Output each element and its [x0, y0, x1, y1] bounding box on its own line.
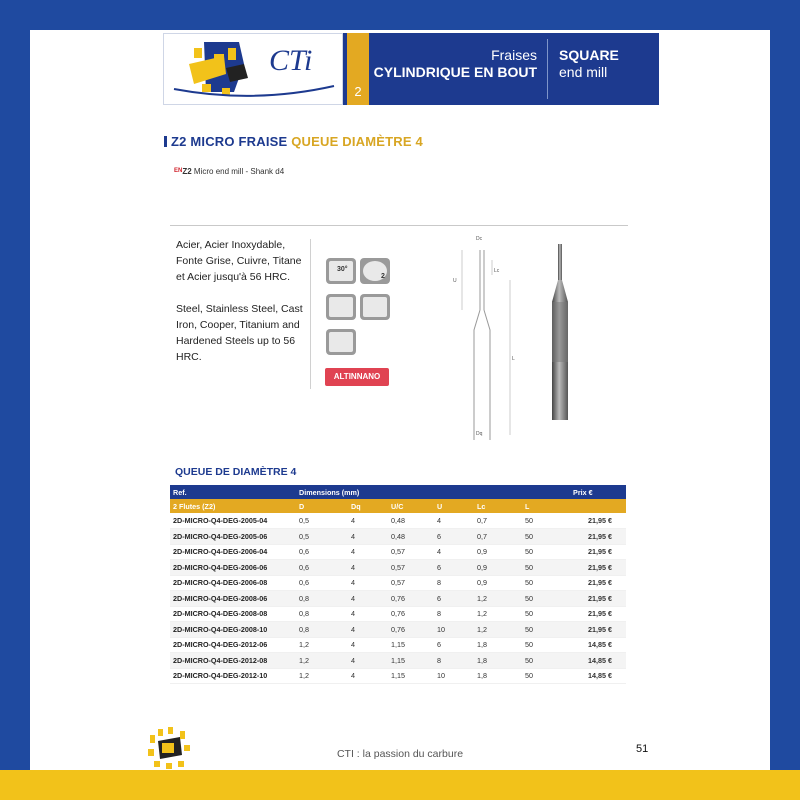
cell-dimension: 50 — [522, 653, 570, 669]
cell-dimension: 4 — [348, 575, 388, 591]
flutes-icon: 2 — [360, 258, 390, 284]
cell-price: 21,95 € — [570, 591, 626, 607]
table-row — [170, 544, 626, 560]
subheader-u: U — [434, 499, 474, 513]
header-dimensions: Dimensions (mm) — [296, 485, 570, 499]
plunge-icon — [326, 329, 356, 355]
materials-fr: Acier, Acier Inoxydable, Fonte Grise, Cuivre, Titane et Acier jusqu'à 56 HRC. — [176, 239, 302, 283]
cell-dimension: 4 — [348, 668, 388, 684]
cell-price: 21,95 € — [570, 544, 626, 560]
cell-dimension: 4 — [434, 513, 474, 529]
cell-ref: 2D-MICRO-Q4-DEG-2006-04 — [170, 544, 296, 560]
cell-dimension: 0,6 — [296, 544, 348, 560]
cell-dimension: 0,6 — [296, 575, 348, 591]
cell-ref: 2D-MICRO-Q4-DEG-2008-10 — [170, 622, 296, 638]
subtitle-bold: Z2 — [182, 167, 192, 176]
header-english-title — [559, 47, 619, 81]
cell-price: 14,85 € — [570, 668, 626, 684]
cell-dimension: 0,48 — [388, 513, 434, 529]
header-divider — [547, 39, 548, 99]
cell-dimension: 0,7 — [474, 529, 522, 545]
product-title — [164, 134, 423, 149]
cell-dimension: 1,2 — [296, 653, 348, 669]
cell-dimension: 4 — [348, 622, 388, 638]
cell-ref: 2D-MICRO-Q4-DEG-2005-06 — [170, 529, 296, 545]
title-part2: QUEUE DIAMÈTRE 4 — [291, 134, 423, 149]
page-number: 51 — [636, 743, 649, 755]
table-row — [170, 591, 626, 607]
table-subheader-row — [170, 499, 626, 513]
cell-ref: 2D-MICRO-Q4-DEG-2012-10 — [170, 668, 296, 684]
cell-dimension: 0,9 — [474, 560, 522, 576]
subheader-dq: Dq — [348, 499, 388, 513]
cell-ref: 2D-MICRO-Q4-DEG-2005-04 — [170, 513, 296, 529]
cell-dimension: 1,2 — [296, 637, 348, 653]
table-row — [170, 513, 626, 529]
cell-dimension: 10 — [434, 668, 474, 684]
footer-tagline: CTI : la passion du carbure — [336, 748, 464, 760]
coating-badge: ALTINNANO — [325, 368, 389, 386]
end-mill-photo — [542, 244, 578, 424]
cell-dimension: 50 — [522, 606, 570, 622]
cell-dimension: 6 — [434, 529, 474, 545]
drawing-label-u: U — [453, 278, 457, 284]
materials-en: Steel, Stainless Steel, Cast Iron, Cooper, Titanium and Hardened Steels up to 56 HRC. — [176, 303, 303, 363]
subheader-price-blank — [570, 499, 626, 513]
cell-price: 21,95 € — [570, 575, 626, 591]
subheader-lc: Lc — [474, 499, 522, 513]
cell-price: 21,95 € — [570, 606, 626, 622]
cell-dimension: 50 — [522, 560, 570, 576]
cell-dimension: 0,57 — [388, 544, 434, 560]
drawing-label-dc: Dc — [476, 236, 483, 242]
cell-dimension: 0,76 — [388, 591, 434, 607]
cell-dimension: 0,9 — [474, 544, 522, 560]
helix-angle-icon: 30° — [326, 258, 356, 284]
cell-dimension: 0,5 — [296, 513, 348, 529]
cell-dimension: 4 — [348, 529, 388, 545]
cell-dimension: 0,76 — [388, 622, 434, 638]
cell-dimension: 1,15 — [388, 668, 434, 684]
cell-dimension: 1,15 — [388, 637, 434, 653]
cell-dimension: 1,8 — [474, 668, 522, 684]
cell-dimension: 1,2 — [474, 591, 522, 607]
cell-dimension: 1,15 — [388, 653, 434, 669]
cell-price: 21,95 € — [570, 622, 626, 638]
cell-dimension: 0,8 — [296, 622, 348, 638]
cell-dimension: 1,2 — [296, 668, 348, 684]
logo-text: CTi — [269, 44, 313, 77]
header-en-line1: SQUARE — [559, 47, 619, 63]
cell-ref: 2D-MICRO-Q4-DEG-2006-06 — [170, 560, 296, 576]
subtitle-text: Micro end mill - Shank d4 — [193, 167, 285, 176]
drawing-label-dq: Dq — [476, 431, 483, 437]
cell-dimension: 0,5 — [296, 529, 348, 545]
cell-dimension: 4 — [348, 513, 388, 529]
cell-dimension: 0,6 — [296, 560, 348, 576]
cell-ref: 2D-MICRO-Q4-DEG-2008-08 — [170, 606, 296, 622]
cell-dimension: 50 — [522, 529, 570, 545]
slotting-icon — [360, 294, 390, 320]
cti-logo — [163, 33, 343, 105]
cell-dimension: 6 — [434, 591, 474, 607]
tool-technical-drawing — [440, 230, 530, 440]
header-fr-line2: CYLINDRIQUE EN BOUT — [373, 64, 537, 80]
cell-dimension: 0,57 — [388, 575, 434, 591]
table-row — [170, 529, 626, 545]
title-bar-marker — [164, 136, 167, 147]
title-part1: Z2 MICRO FRAISE — [171, 134, 288, 149]
cell-price: 14,85 € — [570, 637, 626, 653]
cell-dimension: 6 — [434, 637, 474, 653]
cell-ref: 2D-MICRO-Q4-DEG-2008-06 — [170, 591, 296, 607]
table-header-row — [170, 485, 626, 499]
cell-dimension: 50 — [522, 637, 570, 653]
cell-dimension: 6 — [434, 560, 474, 576]
cell-dimension: 4 — [348, 653, 388, 669]
cell-dimension: 50 — [522, 591, 570, 607]
cell-dimension: 8 — [434, 575, 474, 591]
header-fr-line1: Fraises — [491, 47, 537, 63]
cell-dimension: 8 — [434, 606, 474, 622]
cell-dimension: 4 — [348, 606, 388, 622]
cell-dimension: 50 — [522, 668, 570, 684]
cell-dimension: 4 — [348, 544, 388, 560]
cell-dimension: 0,48 — [388, 529, 434, 545]
cell-dimension: 1,8 — [474, 653, 522, 669]
cell-dimension: 1,2 — [474, 606, 522, 622]
divider-line — [170, 225, 628, 226]
cell-dimension: 0,8 — [296, 591, 348, 607]
table-row — [170, 653, 626, 669]
vertical-divider — [310, 239, 311, 389]
cell-price: 21,95 € — [570, 529, 626, 545]
header-french-title — [371, 47, 537, 81]
side-milling-icon — [326, 294, 356, 320]
drawing-label-lc: Lc — [494, 268, 500, 274]
header-en-line2: end mill — [559, 64, 608, 80]
subheader-flutes: 2 Flutes (Z2) — [170, 499, 296, 513]
cell-ref: 2D-MICRO-Q4-DEG-2006-08 — [170, 575, 296, 591]
cell-dimension: 8 — [434, 653, 474, 669]
section-number: 2 — [347, 33, 369, 105]
section-header — [163, 33, 659, 105]
drawing-label-l: L — [512, 356, 515, 362]
table-row — [170, 560, 626, 576]
cell-dimension: 4 — [348, 591, 388, 607]
cell-ref: 2D-MICRO-Q4-DEG-2012-08 — [170, 653, 296, 669]
cell-dimension: 50 — [522, 622, 570, 638]
cell-ref: 2D-MICRO-Q4-DEG-2012-06 — [170, 637, 296, 653]
cell-dimension: 50 — [522, 544, 570, 560]
cell-dimension: 1,2 — [474, 622, 522, 638]
table-row — [170, 606, 626, 622]
cell-dimension: 50 — [522, 513, 570, 529]
english-flag-icon: EN — [174, 168, 183, 174]
table-row — [170, 622, 626, 638]
subheader-d: D — [296, 499, 348, 513]
table-row — [170, 637, 626, 653]
cell-dimension: 0,57 — [388, 560, 434, 576]
product-table — [170, 485, 626, 684]
table-title: QUEUE DE DIAMÈTRE 4 — [175, 466, 297, 478]
cell-dimension: 0,76 — [388, 606, 434, 622]
catalog-page — [30, 30, 770, 770]
header-ref: Ref. — [170, 485, 296, 499]
page-frame-bottom-band — [0, 770, 800, 800]
subheader-uc: U/C — [388, 499, 434, 513]
cell-dimension: 1,8 — [474, 637, 522, 653]
cell-price: 21,95 € — [570, 560, 626, 576]
cell-dimension: 0,8 — [296, 606, 348, 622]
cell-price: 21,95 € — [570, 513, 626, 529]
table-row — [170, 668, 626, 684]
cell-dimension: 4 — [348, 637, 388, 653]
table-row — [170, 575, 626, 591]
cell-dimension: 10 — [434, 622, 474, 638]
product-subtitle — [174, 167, 284, 176]
cell-price: 14,85 € — [570, 653, 626, 669]
cell-dimension: 0,9 — [474, 575, 522, 591]
cell-dimension: 50 — [522, 575, 570, 591]
materials-block — [176, 237, 304, 365]
cell-dimension: 4 — [348, 560, 388, 576]
subheader-l: L — [522, 499, 570, 513]
cell-dimension: 0,7 — [474, 513, 522, 529]
cell-dimension: 4 — [434, 544, 474, 560]
header-price: Prix € — [570, 485, 626, 499]
